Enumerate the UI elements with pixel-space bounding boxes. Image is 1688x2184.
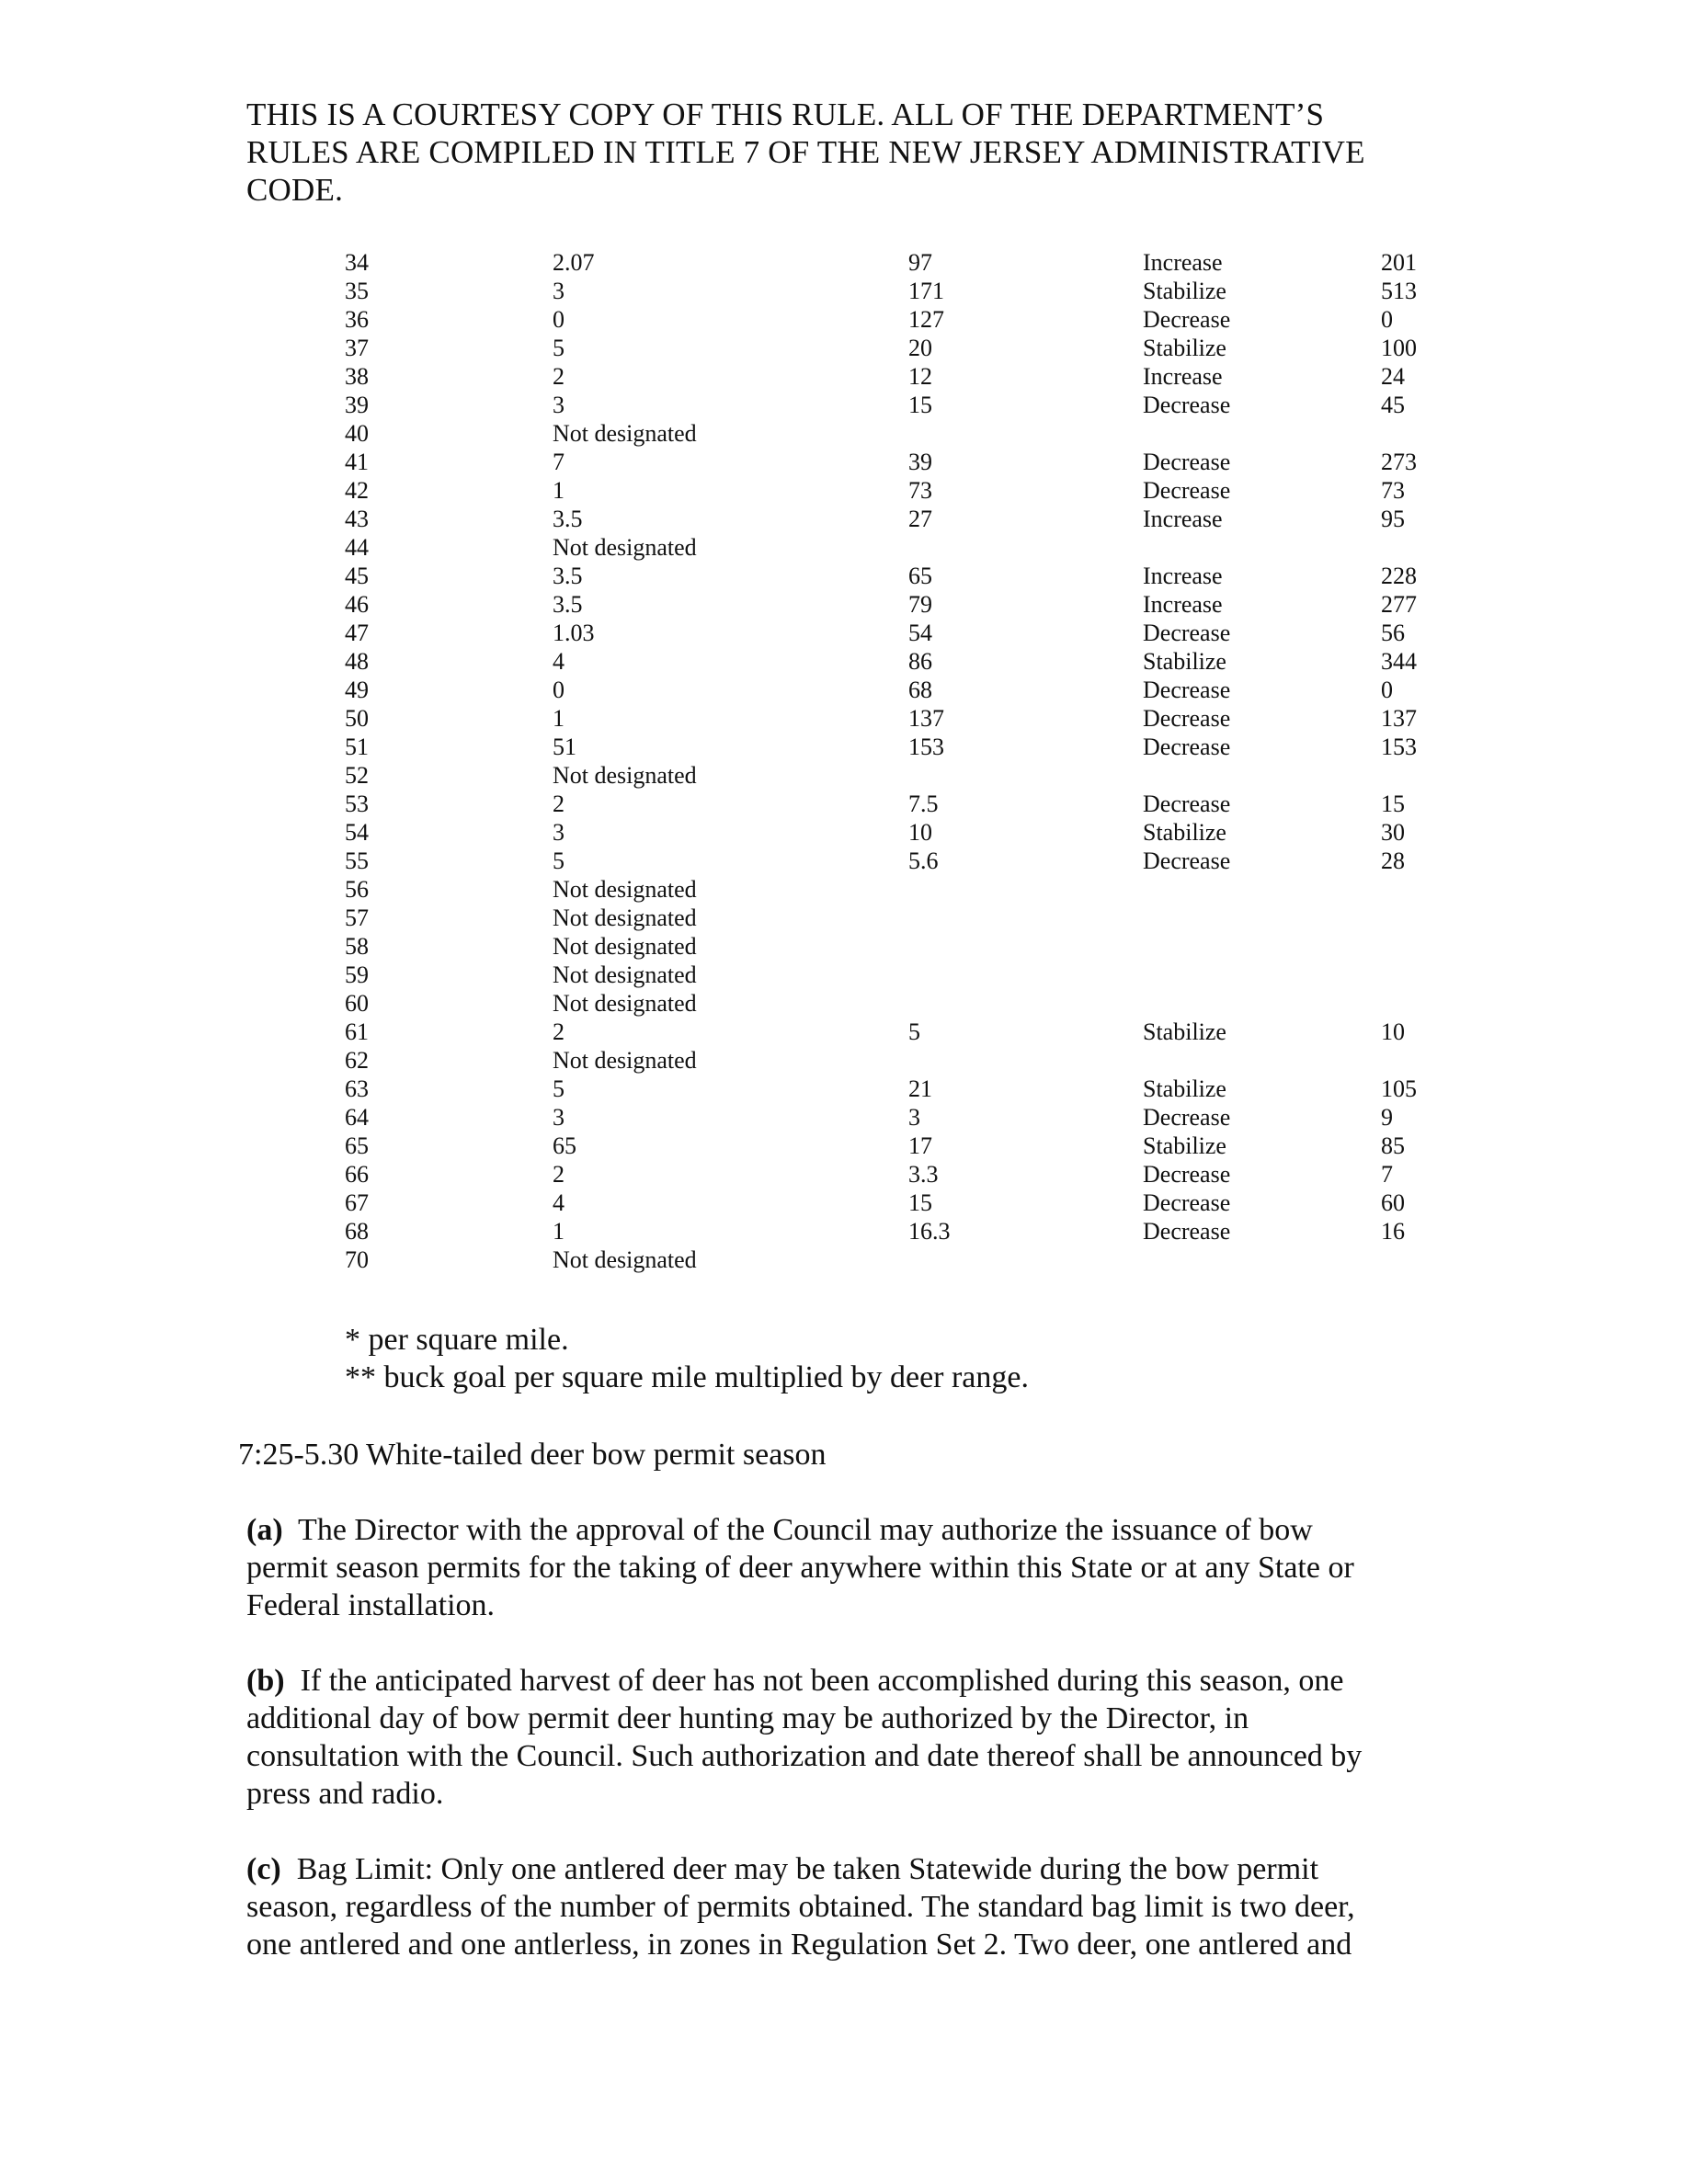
buck-goal-cell: 5 xyxy=(553,1075,565,1102)
zone-number-cell: 55 xyxy=(345,847,369,874)
paragraph-line xyxy=(246,1850,1469,1888)
management-objective-cell: Decrease xyxy=(1143,1218,1231,1245)
zone-number-cell: 41 xyxy=(345,449,369,475)
zone-number-cell: 67 xyxy=(345,1189,369,1216)
deer-density-cell: 21 xyxy=(908,1075,932,1102)
harvest-goal-cell: 16 xyxy=(1381,1218,1405,1245)
harvest-goal-cell: 7 xyxy=(1381,1161,1393,1188)
management-objective-cell: Stabilize xyxy=(1143,1132,1226,1159)
deer-density-cell: 5 xyxy=(908,1018,920,1045)
buck-goal-cell: 2 xyxy=(553,791,565,817)
harvest-goal-cell: 201 xyxy=(1381,249,1417,276)
zone-number-cell: 40 xyxy=(345,420,369,447)
table-row xyxy=(345,619,1448,647)
table-row xyxy=(345,989,1448,1018)
management-objective-cell: Increase xyxy=(1143,363,1223,390)
management-objective-cell: Decrease xyxy=(1143,449,1231,475)
management-objective-cell: Increase xyxy=(1143,563,1223,589)
harvest-goal-cell: 153 xyxy=(1381,734,1417,760)
zone-number-cell: 50 xyxy=(345,705,369,732)
harvest-goal-cell: 85 xyxy=(1381,1132,1405,1159)
footnote-per-square-mile: * per square mile. xyxy=(345,1323,569,1357)
table-row xyxy=(345,248,1448,277)
management-objective-cell: Decrease xyxy=(1143,477,1231,504)
management-objective-cell: Decrease xyxy=(1143,847,1231,874)
buck-goal-cell: Not designated xyxy=(553,762,697,789)
table-row xyxy=(345,1160,1448,1189)
paragraph-a xyxy=(246,1511,1469,1624)
harvest-goal-cell: 9 xyxy=(1381,1104,1393,1131)
zone-number-cell: 63 xyxy=(345,1075,369,1102)
management-objective-cell: Stabilize xyxy=(1143,335,1226,361)
deer-density-cell: 10 xyxy=(908,819,932,846)
management-objective-cell: Stabilize xyxy=(1143,648,1226,675)
management-objective-cell: Decrease xyxy=(1143,705,1231,732)
table-row xyxy=(345,1217,1448,1246)
table-row xyxy=(345,419,1448,448)
deer-density-cell: 7.5 xyxy=(908,791,939,817)
buck-goal-cell: 2 xyxy=(553,1018,565,1045)
zone-number-cell: 65 xyxy=(345,1132,369,1159)
harvest-goal-cell: 60 xyxy=(1381,1189,1405,1216)
buck-goal-cell: 1 xyxy=(553,705,565,732)
buck-goal-cell: 65 xyxy=(553,1132,576,1159)
harvest-goal-cell: 28 xyxy=(1381,847,1405,874)
header-line: THIS IS A COURTESY COPY OF THIS RULE. ALL OF THE DEPARTMENT’S xyxy=(246,97,1325,132)
harvest-goal-cell: 0 xyxy=(1381,677,1393,703)
deer-density-cell: 5.6 xyxy=(908,847,939,874)
paragraph-mark: (c) xyxy=(246,1852,281,1886)
management-objective-cell: Stabilize xyxy=(1143,278,1226,304)
header-line: RULES ARE COMPILED IN TITLE 7 OF THE NEW JERSEY ADMINISTRATIVE xyxy=(246,134,1365,170)
table-row xyxy=(345,505,1448,533)
zone-number-cell: 66 xyxy=(345,1161,369,1188)
zone-number-cell: 43 xyxy=(345,506,369,532)
management-objective-cell: Increase xyxy=(1143,591,1223,618)
buck-goal-cell: 51 xyxy=(553,734,576,760)
table-row xyxy=(345,476,1448,505)
buck-goal-cell: 2.07 xyxy=(553,249,595,276)
zone-number-cell: 48 xyxy=(345,648,369,675)
buck-goal-cell: Not designated xyxy=(553,1047,697,1074)
buck-goal-cell: 1 xyxy=(553,1218,565,1245)
deer-density-cell: 86 xyxy=(908,648,932,675)
zone-number-cell: 57 xyxy=(345,904,369,931)
management-objective-cell: Decrease xyxy=(1143,791,1231,817)
zone-number-cell: 42 xyxy=(345,477,369,504)
zone-number-cell: 61 xyxy=(345,1018,369,1045)
zone-number-cell: 60 xyxy=(345,990,369,1017)
zone-number-cell: 44 xyxy=(345,534,369,561)
harvest-goal-cell: 100 xyxy=(1381,335,1417,361)
management-objective-cell: Decrease xyxy=(1143,1189,1231,1216)
deer-density-cell: 137 xyxy=(908,705,944,732)
table-row xyxy=(345,1018,1448,1046)
zone-number-cell: 49 xyxy=(345,677,369,703)
buck-goal-cell: 3.5 xyxy=(553,506,583,532)
paragraph-line: season, regardless of the number of permits obtained. The standard bag limit is two deer, xyxy=(246,1890,1355,1924)
management-objective-cell: Decrease xyxy=(1143,734,1231,760)
deer-density-cell: 15 xyxy=(908,392,932,418)
table-row xyxy=(345,1189,1448,1217)
deer-density-cell: 68 xyxy=(908,677,932,703)
zone-number-cell: 59 xyxy=(345,961,369,988)
management-objective-cell: Stabilize xyxy=(1143,1018,1226,1045)
paragraph-line: consultation with the Council. Such authorization and date thereof shall be announced by xyxy=(246,1739,1363,1773)
paragraph-line: permit season permits for the taking of deer anywhere within this State or at any State or xyxy=(246,1551,1354,1585)
harvest-goal-cell: 56 xyxy=(1381,620,1405,646)
table-row xyxy=(345,932,1448,961)
table-row xyxy=(345,1103,1448,1132)
table-row xyxy=(345,847,1448,875)
buck-goal-cell: 0 xyxy=(553,677,565,703)
zone-number-cell: 53 xyxy=(345,791,369,817)
table-row xyxy=(345,334,1448,362)
zone-number-cell: 47 xyxy=(345,620,369,646)
section-title: 7:25-5.30 White-tailed deer bow permit season xyxy=(238,1438,827,1472)
paragraph-mark: (a) xyxy=(246,1513,283,1547)
harvest-goal-cell: 10 xyxy=(1381,1018,1405,1045)
buck-goal-cell: Not designated xyxy=(553,990,697,1017)
deer-density-cell: 73 xyxy=(908,477,932,504)
deer-density-cell: 127 xyxy=(908,306,944,333)
table-row xyxy=(345,704,1448,733)
zone-number-cell: 70 xyxy=(345,1246,369,1273)
zone-number-cell: 35 xyxy=(345,278,369,304)
zone-number-cell: 46 xyxy=(345,591,369,618)
zone-number-cell: 62 xyxy=(345,1047,369,1074)
management-objective-cell: Stabilize xyxy=(1143,1075,1226,1102)
paragraph-b xyxy=(246,1662,1469,1813)
paragraph-line xyxy=(246,1511,1469,1549)
harvest-goal-cell: 105 xyxy=(1381,1075,1417,1102)
management-objective-cell: Decrease xyxy=(1143,392,1231,418)
table-row xyxy=(345,1075,1448,1103)
zone-number-cell: 36 xyxy=(345,306,369,333)
paragraph-line: additional day of bow permit deer hunting may be authorized by the Director, in xyxy=(246,1701,1249,1735)
management-objective-cell: Decrease xyxy=(1143,677,1231,703)
buck-goal-cell: 4 xyxy=(553,648,565,675)
buck-goal-cell: 3 xyxy=(553,819,565,846)
zone-number-cell: 58 xyxy=(345,933,369,960)
paragraph-line xyxy=(246,1662,1469,1700)
harvest-goal-cell: 24 xyxy=(1381,363,1405,390)
paragraph-c xyxy=(246,1850,1469,1963)
deer-density-cell: 79 xyxy=(908,591,932,618)
deer-density-cell: 97 xyxy=(908,249,932,276)
table-row xyxy=(345,761,1448,790)
buck-goal-cell: 2 xyxy=(553,363,565,390)
table-row xyxy=(345,647,1448,676)
zone-number-cell: 51 xyxy=(345,734,369,760)
buck-goal-cell: 1.03 xyxy=(553,620,595,646)
zone-number-cell: 54 xyxy=(345,819,369,846)
table-row xyxy=(345,391,1448,419)
deer-density-cell: 39 xyxy=(908,449,932,475)
table-row xyxy=(345,790,1448,818)
buck-goal-cell: 7 xyxy=(553,449,565,475)
table-row xyxy=(345,904,1448,932)
harvest-goal-cell: 273 xyxy=(1381,449,1417,475)
table-row xyxy=(345,362,1448,391)
buck-goal-cell: 3 xyxy=(553,278,565,304)
table-row xyxy=(345,961,1448,989)
deer-density-cell: 54 xyxy=(908,620,932,646)
table-row xyxy=(345,277,1448,305)
buck-goal-cell: Not designated xyxy=(553,933,697,960)
deer-density-cell: 27 xyxy=(908,506,932,532)
table-row xyxy=(345,448,1448,476)
harvest-goal-cell: 15 xyxy=(1381,791,1405,817)
buck-goal-cell: 2 xyxy=(553,1161,565,1188)
deer-density-cell: 3 xyxy=(908,1104,920,1131)
zone-number-cell: 64 xyxy=(345,1104,369,1131)
management-objective-cell: Decrease xyxy=(1143,306,1231,333)
zone-number-cell: 34 xyxy=(345,249,369,276)
deer-density-cell: 16.3 xyxy=(908,1218,951,1245)
buck-goal-cell: 3 xyxy=(553,1104,565,1131)
table-row xyxy=(345,733,1448,761)
buck-goal-cell: Not designated xyxy=(553,420,697,447)
management-objective-cell: Decrease xyxy=(1143,1161,1231,1188)
paragraph-text: If the anticipated harvest of deer has not been accomplished during this season, one xyxy=(300,1664,1344,1698)
courtesy-copy-header xyxy=(246,96,1460,209)
buck-goal-cell: Not designated xyxy=(553,1246,697,1273)
buck-goal-cell: Not designated xyxy=(553,904,697,931)
harvest-goal-cell: 344 xyxy=(1381,648,1417,675)
buck-goal-cell: Not designated xyxy=(553,876,697,903)
deer-density-cell: 20 xyxy=(908,335,932,361)
table-row xyxy=(345,875,1448,904)
buck-goal-cell: Not designated xyxy=(553,961,697,988)
paragraph-line: press and radio. xyxy=(246,1777,444,1811)
zone-number-cell: 56 xyxy=(345,876,369,903)
table-row xyxy=(345,590,1448,619)
table-row xyxy=(345,1132,1448,1160)
zone-number-cell: 37 xyxy=(345,335,369,361)
buck-goal-cell: 3.5 xyxy=(553,563,583,589)
harvest-goal-cell: 137 xyxy=(1381,705,1417,732)
harvest-goal-cell: 95 xyxy=(1381,506,1405,532)
management-objective-cell: Decrease xyxy=(1143,1104,1231,1131)
table-row xyxy=(345,1246,1448,1274)
table-row xyxy=(345,1046,1448,1075)
harvest-goal-cell: 73 xyxy=(1381,477,1405,504)
buck-goal-cell: 3.5 xyxy=(553,591,583,618)
harvest-goal-cell: 30 xyxy=(1381,819,1405,846)
header-line: CODE. xyxy=(246,172,344,208)
deer-density-cell: 3.3 xyxy=(908,1161,939,1188)
harvest-goal-cell: 0 xyxy=(1381,306,1393,333)
harvest-goal-cell: 228 xyxy=(1381,563,1417,589)
buck-goal-cell: Not designated xyxy=(553,534,697,561)
footnote-buck-goal: ** buck goal per square mile multiplied by deer range. xyxy=(345,1360,1029,1394)
footnotes xyxy=(345,1321,1029,1396)
zone-number-cell: 45 xyxy=(345,563,369,589)
harvest-goal-cell: 277 xyxy=(1381,591,1417,618)
table-row xyxy=(345,676,1448,704)
management-objective-cell: Increase xyxy=(1143,506,1223,532)
deer-density-cell: 171 xyxy=(908,278,944,304)
zone-number-cell: 52 xyxy=(345,762,369,789)
table-row xyxy=(345,818,1448,847)
paragraph-text: Bag Limit: Only one antlered deer may be taken Statewide during the bow permit xyxy=(296,1852,1319,1886)
buck-goal-cell: 5 xyxy=(553,335,565,361)
buck-goal-cell: 5 xyxy=(553,847,565,874)
zone-number-cell: 68 xyxy=(345,1218,369,1245)
table-row xyxy=(345,562,1448,590)
deer-density-cell: 17 xyxy=(908,1132,932,1159)
deer-density-cell: 153 xyxy=(908,734,944,760)
zone-number-cell: 39 xyxy=(345,392,369,418)
buck-goal-cell: 3 xyxy=(553,392,565,418)
deer-density-cell: 15 xyxy=(908,1189,932,1216)
paragraph-mark: (b) xyxy=(246,1664,285,1698)
harvest-goal-cell: 513 xyxy=(1381,278,1417,304)
zone-number-cell: 38 xyxy=(345,363,369,390)
buck-goal-cell: 0 xyxy=(553,306,565,333)
management-objective-cell: Stabilize xyxy=(1143,819,1226,846)
table-row xyxy=(345,305,1448,334)
paragraph-line: one antlered and one antlerless, in zones in Regulation Set 2. Two deer, one antlered and xyxy=(246,1928,1352,1962)
harvest-goal-cell: 45 xyxy=(1381,392,1405,418)
management-objective-cell: Increase xyxy=(1143,249,1223,276)
deer-density-cell: 65 xyxy=(908,563,932,589)
buck-goal-cell: 1 xyxy=(553,477,565,504)
management-objective-cell: Decrease xyxy=(1143,620,1231,646)
deer-zone-table xyxy=(345,248,1448,1274)
buck-goal-cell: 4 xyxy=(553,1189,565,1216)
paragraph-line: Federal installation. xyxy=(246,1588,496,1622)
table-row xyxy=(345,533,1448,562)
paragraph-text: The Director with the approval of the Council may authorize the issuance of bow xyxy=(298,1513,1313,1547)
deer-density-cell: 12 xyxy=(908,363,932,390)
